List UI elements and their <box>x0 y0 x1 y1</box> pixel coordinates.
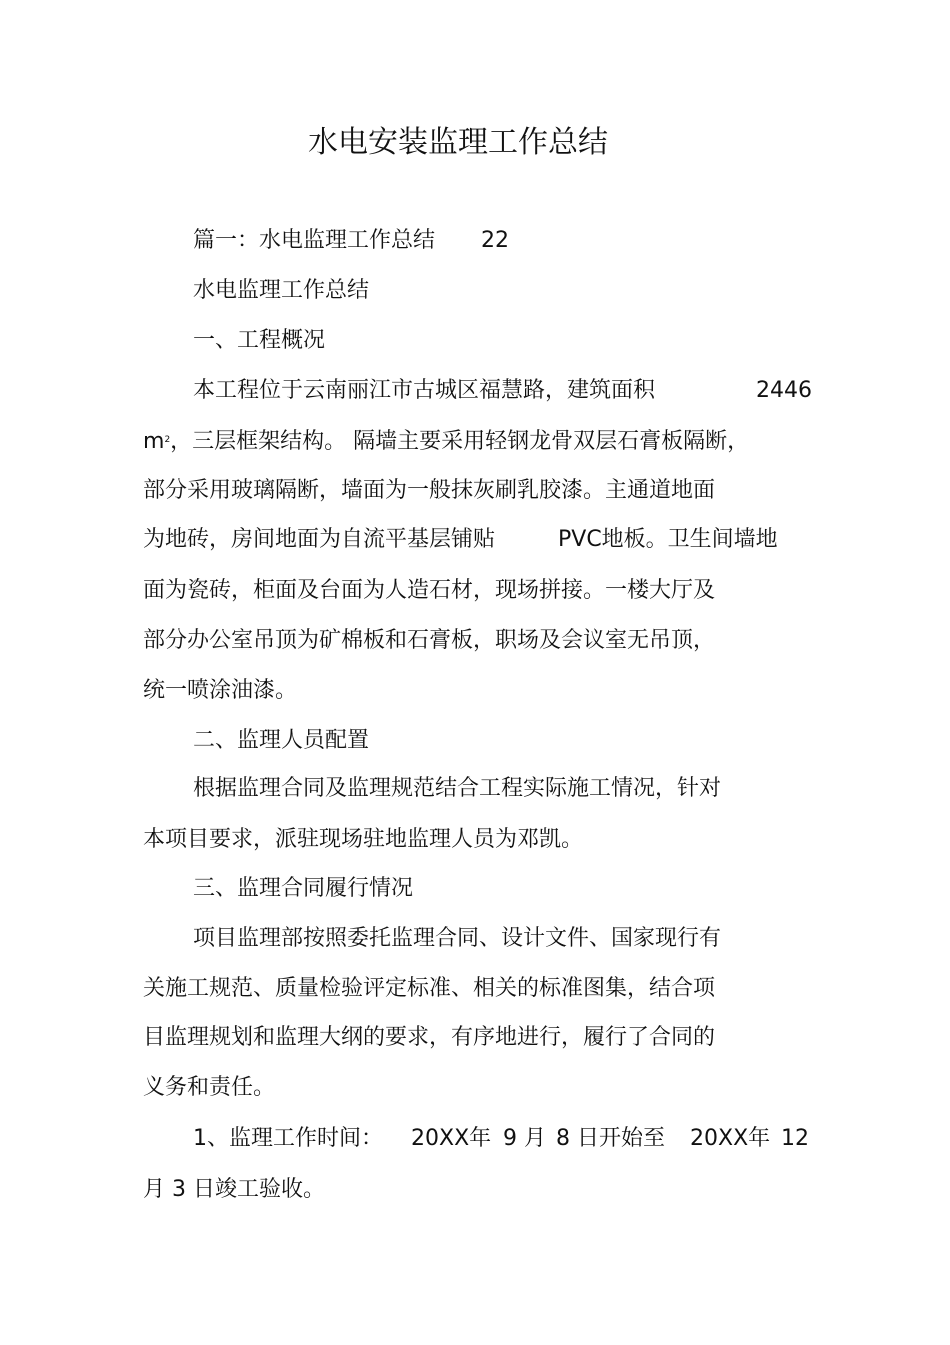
area-value: 2446 <box>756 378 812 403</box>
section1-line5: 面为瓷砖，柜面及台面为人造石材，现场拼接。一楼大厅及 <box>143 578 716 603</box>
section1-heading: 一、工程概况 <box>193 328 326 353</box>
section3-line3: 目监理规划和监理大纲的要求，有序地进行，履行了合同的 <box>143 1025 716 1050</box>
item1-start-month: 9 月 <box>503 1126 546 1151</box>
item1-end-month: 12 <box>781 1126 809 1151</box>
section1-line6: 部分办公室吊顶为矿棉板和石膏板，职场及会议室无吊顶， <box>143 628 716 653</box>
section1-line1-text: 本工程位于云南丽江市古城区福慧路，建筑面积 <box>193 378 656 403</box>
subtitle: 水电监理工作总结 <box>193 278 370 303</box>
chapter-number: 22 <box>481 228 509 253</box>
section1-line4 <box>143 525 803 555</box>
area-unit-superscript: 2 <box>164 435 171 445</box>
section1-line3: 部分采用玻璃隔断，墙面为一般抹灰刷乳胶漆。主通道地面 <box>143 478 716 503</box>
item1-end-year: 20XX年 <box>690 1126 771 1151</box>
item1-line2: 月 3 日竣工验收。 <box>143 1177 325 1202</box>
section3-line4: 义务和责任。 <box>143 1075 276 1100</box>
item1-label: 1、监理工作时间： <box>193 1126 383 1151</box>
section3-line2: 关施工规范、质量检验评定标准、相关的标准图集，结合项 <box>143 976 716 1001</box>
section3-line1: 项目监理部按照委托监理合同、设计文件、国家现行有 <box>193 926 722 951</box>
chapter-label: 篇一：水电监理工作总结 <box>193 228 436 253</box>
section1-line7: 统一喷涂油漆。 <box>143 678 298 703</box>
area-unit: m <box>143 429 165 454</box>
item1-start-day: 8 日开始至 <box>556 1126 665 1151</box>
section1-line4-b: PVC地板。卫生间墙地 <box>558 527 778 552</box>
document-title: 水电安装监理工作总结 <box>308 125 608 160</box>
section3-heading: 三、监理合同履行情况 <box>193 876 414 901</box>
item1-start-year: 20XX年 <box>411 1126 492 1151</box>
section1-line2-text: ，三层框架结构。 隔墙主要采用轻钢龙骨双层石膏板隔断， <box>170 429 750 454</box>
section1-line1 <box>193 376 813 406</box>
section1-line2 <box>143 427 749 457</box>
section2-heading: 二、监理人员配置 <box>193 728 370 753</box>
chapter-line <box>193 226 509 256</box>
section2-line1: 根据监理合同及监理规范结合工程实际施工情况，针对 <box>193 776 722 801</box>
section1-line4-a: 为地砖，房间地面为自流平基层铺贴 <box>143 527 496 552</box>
section2-line2: 本项目要求，派驻现场驻地监理人员为邓凯。 <box>143 827 584 852</box>
item1-line1 <box>193 1124 813 1154</box>
